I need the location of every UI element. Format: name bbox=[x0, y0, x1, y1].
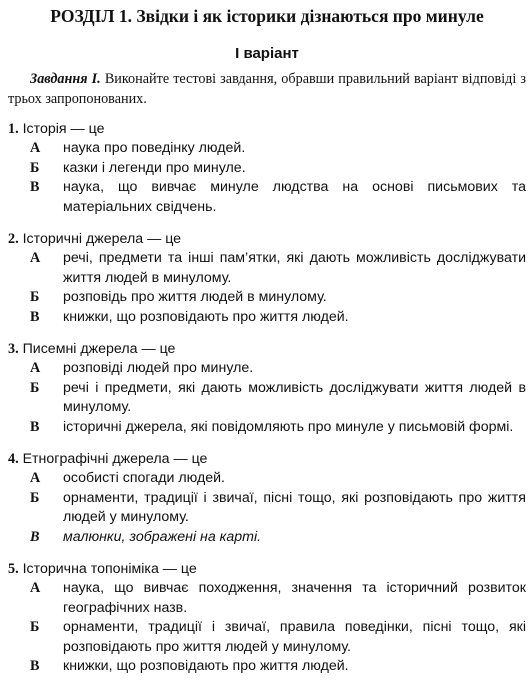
question-3 bbox=[8, 339, 526, 437]
question-text: Етнографічні джерела — це bbox=[22, 451, 208, 467]
question-5 bbox=[8, 559, 526, 677]
option-text: наука про поведінку людей. bbox=[63, 140, 246, 156]
task-intro bbox=[8, 69, 526, 109]
question-head bbox=[8, 119, 526, 139]
option-text: орнаменти, традиції і звичаї, правила поведінки, пісні тощо, які розповідають про життя людей у минулому. bbox=[63, 619, 526, 655]
answer-option bbox=[30, 359, 526, 379]
option-letter: Б bbox=[30, 379, 40, 396]
option-letter: А bbox=[30, 470, 41, 486]
option-letter: Б bbox=[30, 159, 40, 176]
answer-option bbox=[30, 579, 526, 618]
question-text: Історія — це bbox=[22, 121, 105, 137]
answer-option bbox=[30, 308, 526, 328]
option-text: орнаменти, традиції і звичаї, пісні тощо, які розповідають про життя людей у минулому. bbox=[63, 489, 526, 525]
answer-option bbox=[30, 288, 526, 308]
question-number: 2. bbox=[8, 231, 19, 247]
task-text: Виконайте тестові завдання, обравши правильний варіант відповіді з трьох запропонованих. bbox=[8, 71, 527, 107]
answer-option bbox=[30, 418, 526, 438]
option-letter: В bbox=[30, 528, 40, 545]
chapter-title: РОЗДІЛ 1. Звідки і як історики дізнаються про минуле bbox=[50, 6, 484, 26]
question-text: Історичні джерела — це bbox=[22, 231, 182, 247]
option-text: розповіді людей про минуле. bbox=[63, 360, 254, 376]
option-letter: Б bbox=[30, 619, 40, 635]
option-letter: В bbox=[30, 179, 40, 195]
option-text: книжки, що розповідають про життя людей. bbox=[63, 308, 349, 325]
option-text: розповідь про життя людей в минулому. bbox=[63, 289, 327, 305]
option-text: наука, що вивчає походження, значення та історичний розвиток географічних назв. bbox=[63, 580, 526, 616]
answer-option bbox=[30, 139, 526, 159]
option-text: історичні джерела, які повідомляють про минуле у письмовій формі. bbox=[63, 418, 514, 435]
question-head bbox=[8, 559, 526, 579]
question-text: Писемні джерела — це bbox=[22, 341, 176, 357]
question-number: 4. bbox=[8, 451, 19, 467]
answer-option bbox=[30, 657, 526, 677]
option-text: казки і легенди про минуле. bbox=[63, 159, 246, 176]
option-text: особисті спогади людей. bbox=[63, 470, 225, 486]
option-letter: В bbox=[30, 308, 40, 325]
option-letter: Б bbox=[30, 289, 40, 305]
option-text: книжки, що розповідають про життя людей. bbox=[63, 658, 349, 674]
answer-option bbox=[30, 489, 526, 528]
question-4 bbox=[8, 449, 526, 547]
option-text: речі, предмети та інші пам’ятки, які дають можливість досліджувати життя людей в минулому. bbox=[63, 250, 526, 286]
option-letter: А bbox=[30, 250, 41, 266]
answer-option bbox=[30, 178, 526, 217]
option-letter: В bbox=[30, 418, 40, 435]
question-number: 5. bbox=[8, 561, 19, 577]
question-head bbox=[8, 339, 526, 359]
answer-option bbox=[30, 469, 526, 489]
variant-title: І варіант bbox=[235, 45, 299, 62]
question-head bbox=[8, 449, 526, 469]
option-text: речі і предмети, які дають можливість досліджувати життя людей в минулому. bbox=[63, 379, 526, 415]
option-letter: А bbox=[30, 360, 41, 376]
option-text: наука, що вивчає минуле людства на основі письмових та матеріальних свідчень. bbox=[63, 179, 526, 215]
answer-option bbox=[30, 379, 526, 418]
question-head bbox=[8, 229, 526, 249]
task-label: Завдання І. bbox=[30, 71, 101, 87]
answer-option bbox=[30, 618, 526, 657]
option-letter: А bbox=[30, 140, 41, 156]
question-number: 1. bbox=[8, 121, 19, 137]
answer-option bbox=[30, 528, 526, 548]
question-text: Історична топоніміка — це bbox=[22, 561, 197, 577]
option-letter: А bbox=[30, 580, 41, 596]
question-1 bbox=[8, 119, 526, 217]
option-letter: Б bbox=[30, 489, 40, 506]
answer-option bbox=[30, 159, 526, 179]
answer-option bbox=[30, 249, 526, 288]
option-letter: В bbox=[30, 658, 40, 674]
question-number: 3. bbox=[8, 341, 19, 357]
option-text: малюнки, зображені на карті. bbox=[63, 528, 262, 545]
question-2 bbox=[8, 229, 526, 327]
